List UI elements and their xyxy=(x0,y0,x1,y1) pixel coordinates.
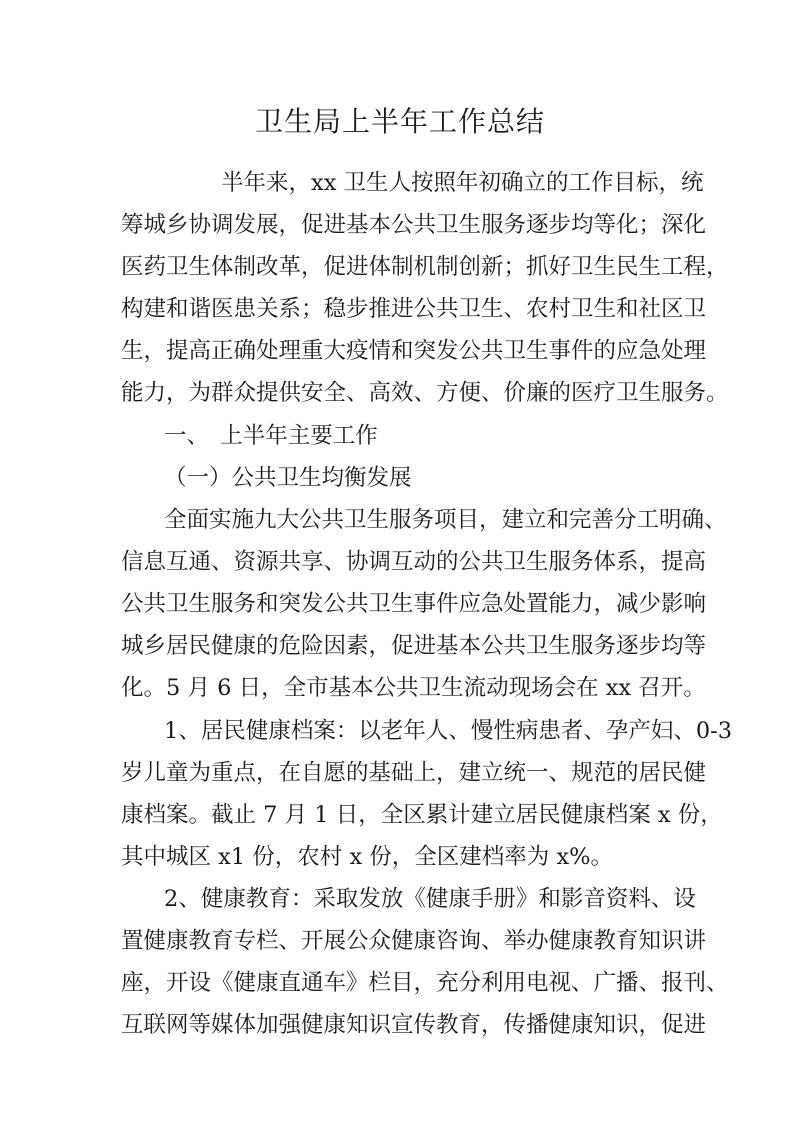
intro-line-1: 半年来，xx 卫生人按照年初确立的工作目标，统 xyxy=(221,170,704,196)
para-1-line-5: 化。5 月 6 日，全市基本公共卫生流动现场会在 xx 召开。 xyxy=(121,675,706,701)
intro-line-3: 医药卫生体制改革，促进体制机制创新；抓好卫生民生工程， xyxy=(121,254,729,280)
para-2-line-3: 康档案。截止 7 月 1 日，全区累计建立居民健康档案 x 份， xyxy=(121,802,723,828)
para-1-line-2: 信息互通、资源共享、协调互动的公共卫生服务体系，提高 xyxy=(121,549,707,575)
para-2-line-1: 1、居民健康档案：以老年人、慢性病患者、孕产妇、0-3 xyxy=(164,718,733,744)
para-1-line-4: 城乡居民健康的危险因素，促进基本公共卫生服务逐步均等 xyxy=(121,633,707,659)
intro-line-5: 生，提高正确处理重大疫情和突发公共卫生事件的应急处理 xyxy=(121,338,707,364)
section-heading: 一、 上半年主要工作 xyxy=(164,423,378,449)
subsection-heading: （一）公共卫生均衡发展 xyxy=(164,465,412,491)
para-2-line-4: 其中城区 x1 份，农村 x 份，全区建档率为 x%。 xyxy=(121,844,614,870)
para-3-line-4: 互联网等媒体加强健康知识宣传教育，传播健康知识，促进 xyxy=(121,1012,707,1038)
intro-line-2: 筹城乡协调发展，促进基本公共卫生服务逐步均等化；深化 xyxy=(121,212,707,238)
para-3-line-3: 座，开设《健康直通车》栏目，充分利用电视、广播、报刊、 xyxy=(121,970,729,996)
para-3-line-2: 置健康教育专栏、开展公众健康咨询、举办健康教育知识讲 xyxy=(121,928,707,954)
para-2-line-2: 岁儿童为重点，在自愿的基础上，建立统一、规范的居民健 xyxy=(121,760,707,786)
document-title: 卫生局上半年工作总结 xyxy=(254,105,545,138)
intro-line-6: 能力，为群众提供安全、高效、方便、价廉的医疗卫生服务。 xyxy=(121,380,729,406)
para-1-line-3: 公共卫生服务和突发公共卫生事件应急处置能力，减少影响 xyxy=(121,591,707,617)
intro-line-4: 构建和谐医患关系；稳步推进公共卫生、农村卫生和社区卫 xyxy=(121,296,707,322)
para-1-line-1: 全面实施九大公共卫生服务项目，建立和完善分工明确、 xyxy=(164,507,727,533)
para-3-line-1: 2、健康教育：采取发放《健康手册》和影音资料、设 xyxy=(164,886,696,912)
